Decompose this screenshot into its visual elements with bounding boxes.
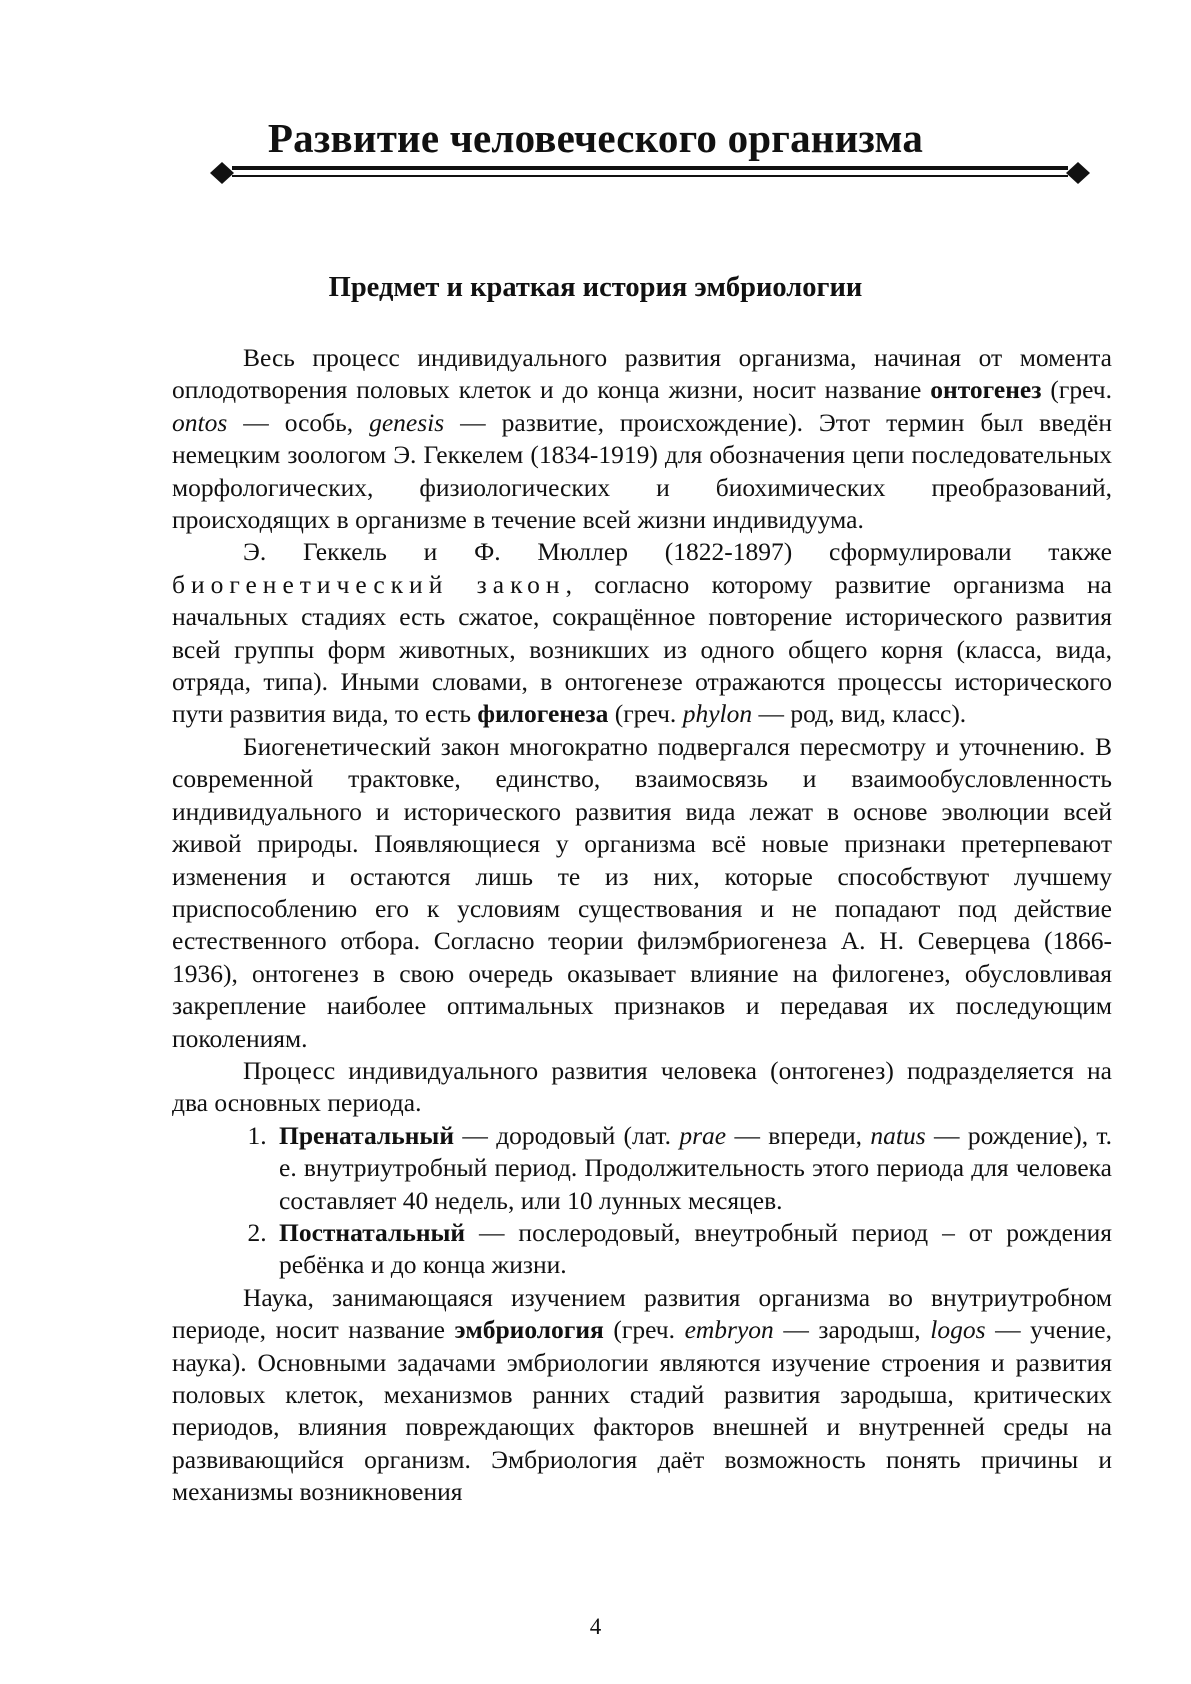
list-item	[273, 1120, 1112, 1217]
foreign-word: prae	[679, 1120, 727, 1150]
chapter-title: Развитие человеческого организма	[267, 115, 924, 161]
paragraph-ontogenesis	[172, 342, 1112, 536]
term-postnatal: Постнатальный	[279, 1217, 466, 1247]
text-span: (греч.	[1041, 375, 1112, 405]
text-span: — рождение), т. е. внутриутробный период. Продолжительность этого периода для человека составляет 40 недель, или 10 лунных месяцев.	[279, 1120, 1113, 1215]
text-span: Весь процесс индивидуального развития организма, начиная от момента оплодотворения половых клеток и до конца жизни, носит название	[172, 343, 1112, 405]
title-ornament-divider	[210, 158, 1090, 188]
text-span: Наука, занимающаяся изучением развития организма во внутриутробном периоде, носит название	[172, 1282, 1112, 1345]
foreign-word: natus	[870, 1120, 926, 1150]
paragraph-biogenetic-law	[172, 536, 1112, 730]
text-span: , согласно которому развитие организма на начальных стадиях есть сжатое, сокращённое повторение исторического развития всей группы форм животных, возникших из одного общего корня (класса, вида, отряда, типа). Иными словами, в онтогенезе отражаются процессы исторического пути развития вида, то есть	[172, 569, 1112, 729]
foreign-word: phylon	[682, 699, 753, 729]
text-span: — особь,	[227, 407, 370, 437]
page-number: 4	[589, 1614, 602, 1639]
body-text	[172, 342, 1112, 1509]
text-span: — дородовый (лат.	[454, 1120, 680, 1150]
periods-list	[172, 1120, 1112, 1282]
foreign-word: logos	[930, 1315, 986, 1345]
foreign-word: ontos	[172, 407, 228, 437]
term-ontogenesis: онтогенез	[930, 375, 1042, 405]
term-biogenetic-law: биогенетический закон	[172, 569, 566, 599]
text-span: — развитие, происхождение). Этот термин был введён немецким зоологом Э. Геккелем (1834-1919) для обозначения цепи последовательных морфологических, физиологических и биохимических преобразований, происходящих в организме в течение всей жизни индивидуума.	[172, 407, 1112, 535]
section-title: Предмет и краткая история эмбриологии	[328, 272, 863, 303]
list-item	[273, 1217, 1112, 1282]
paragraph-embryology	[172, 1282, 1112, 1509]
term-embryology: эмбриология	[454, 1315, 604, 1345]
text-span: — род, вид, класс).	[752, 699, 967, 729]
text-span: (греч.	[603, 1315, 685, 1345]
term-prenatal: Пренатальный	[279, 1120, 455, 1150]
text-span: — впереди,	[726, 1120, 871, 1150]
text-span: — учение, наука). Основными задачами эмбриологии являются изучение строения и развития половых клеток, механизмов ранних стадий развития зародыша, критических периодов, влияния повреждающих факторов внешней и внутренней среды на развивающийся организм. Эмбриология даёт возможность понять причины и механизмы возникновения	[172, 1315, 1113, 1507]
text-span: — зародыш,	[773, 1315, 931, 1345]
text-span: — послеродовый, внеутробный период – от рождения ребёнка и до конца жизни.	[279, 1217, 1112, 1280]
paragraph-periods-intro: Процесс индивидуального развития человека (онтогенез) подразделяется на два основных периода.	[172, 1055, 1112, 1118]
text-span: Э. Геккель и Ф. Мюллер (1822-1897) сформулировали также	[243, 537, 1112, 567]
paragraph-revision: Биогенетический закон многократно подвергался пересмотру и уточнению. В современной трактовке, единство, взаимосвязь и взаимообусловленность индивидуального и исторического развития вида лежат в основе эволюции всей живой природы. Появляющиеся у организма всё новые признаки претерпевают изменения и остаются лишь те из них, которые способствуют лучшему приспособлению его к условиям существования и не попадают под действие естественного отбора. Согласно теории филэмбриогенеза А. Н. Северцева (1866-1936), онтогенез в свою очередь оказывает влияние на филогенез, обусловливая закрепление наиболее оптимальных признаков и передавая их последующим поколениям.	[172, 731, 1112, 1053]
text-span: (греч.	[608, 699, 683, 729]
foreign-word: embryon	[684, 1315, 774, 1345]
foreign-word: genesis	[369, 407, 445, 437]
term-phylogenesis: филогенеза	[477, 699, 609, 729]
